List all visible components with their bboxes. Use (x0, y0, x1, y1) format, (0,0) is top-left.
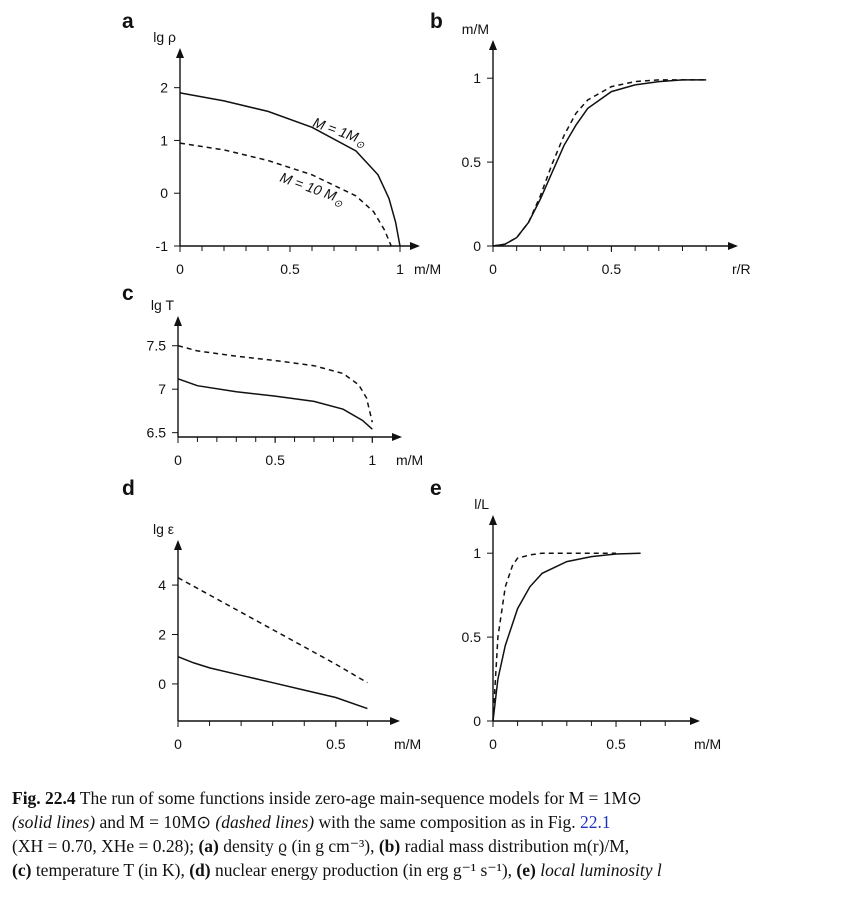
x-axis-label-d: m/M (394, 736, 422, 752)
panel-a (122, 10, 441, 277)
caption-composition: (XH = 0.70, XHe = 0.28); (12, 836, 195, 856)
x-axis-arrow-b (728, 242, 738, 250)
y-axis-label-b: m/M (461, 21, 489, 37)
caption-line-4 (12, 858, 850, 882)
annotation-sun-symbol: ⊙ (331, 197, 344, 211)
x-axis-arrow-e (690, 717, 700, 725)
y-tick-label-a: -1 (155, 238, 168, 254)
caption-luminosity: local luminosity l (540, 860, 662, 880)
series-b-solid (493, 80, 706, 246)
panel-e (430, 477, 721, 752)
x-tick-label-e: 0.5 (606, 736, 626, 752)
y-tick-label-d: 0 (158, 675, 166, 692)
x-axis-arrow-c (392, 433, 402, 441)
y-tick-label-c: 7.5 (146, 337, 166, 354)
panel-label-a: a (122, 10, 134, 33)
annotation-a-1: M = 10 $M_⊙$ (277, 168, 344, 211)
figure-caption (12, 786, 850, 882)
x-axis-label-a: m/M (414, 261, 442, 277)
y-axis-arrow-a (176, 48, 184, 58)
caption-density: density ϱ (in g cm⁻³), (223, 836, 375, 856)
y-axis-arrow-d (174, 540, 182, 550)
series-c-dashed (178, 346, 372, 423)
x-tick-label-b: 0 (489, 261, 497, 277)
x-tick-label-a: 0.5 (280, 261, 300, 277)
x-axis-label-c: m/M (396, 452, 424, 468)
series-a-solid (180, 93, 400, 246)
panel-label-b: b (430, 10, 443, 33)
panel-b (430, 10, 751, 277)
caption-ref-a: (a) (198, 836, 219, 856)
caption-ref-c: (c) (12, 860, 32, 880)
caption-dashed-lines: (dashed lines) (215, 812, 315, 832)
caption-text-2: and M = 10M⊙ (99, 812, 212, 832)
series-b-dashed (493, 80, 706, 246)
y-tick-label-b: 0 (473, 238, 481, 254)
caption-ref-b: (b) (378, 836, 401, 856)
y-tick-label-e: 1 (473, 545, 481, 562)
x-axis-label-e: m/M (694, 736, 722, 752)
panel-label-c: c (122, 282, 134, 305)
caption-mass-dist: radial mass distribution m(r)/M, (404, 836, 630, 856)
y-tick-label-e: 0.5 (461, 629, 481, 646)
y-tick-label-a: 1 (160, 132, 168, 149)
x-tick-label-c: 1 (368, 452, 377, 468)
y-axis-label-a: lg ρ (153, 29, 176, 45)
caption-line-1 (12, 786, 850, 810)
y-tick-label-e: 0 (473, 713, 481, 729)
series-c-solid (178, 379, 372, 429)
x-tick-label-b: 0.5 (601, 261, 622, 277)
caption-ref-d: (d) (189, 860, 211, 880)
caption-solid-lines: (solid lines) (12, 812, 96, 832)
caption-ref-e: (e) (516, 860, 536, 880)
y-tick-label-b: 0.5 (461, 154, 481, 171)
y-axis-arrow-c (174, 316, 182, 326)
caption-temperature: temperature T (in K), (35, 860, 185, 880)
y-tick-label-c: 7 (158, 381, 166, 398)
series-e-dashed (493, 553, 616, 721)
panel-d (122, 477, 421, 752)
series-d-solid (178, 657, 367, 709)
caption-energy: nuclear energy production (in erg g⁻¹ s⁻¹), (214, 860, 513, 880)
caption-text-3: with the same composition as in Fig. (318, 812, 576, 832)
x-axis-arrow-d (390, 717, 400, 725)
x-tick-label-c: 0 (174, 452, 182, 468)
x-tick-label-a: 0 (176, 261, 184, 277)
caption-figure-link[interactable]: 22.1 (579, 812, 611, 832)
caption-line-2 (12, 810, 850, 834)
y-tick-label-a: 0 (160, 185, 168, 202)
series-a-dashed (180, 143, 391, 246)
x-axis-label-b: r/R (732, 261, 751, 277)
y-tick-label-d: 4 (158, 577, 166, 594)
annotation-sun-symbol: ⊙ (353, 138, 366, 152)
y-tick-label-d: 2 (158, 626, 166, 643)
x-tick-label-d: 0 (174, 736, 182, 752)
annotation-a-0: $M = 1M_⊙$ (310, 113, 366, 152)
x-axis-arrow-a (410, 242, 420, 250)
x-tick-label-c: 0.5 (265, 452, 285, 468)
y-tick-label-c: 6.5 (146, 424, 166, 441)
panel-c (122, 282, 423, 468)
x-tick-label-a: 1 (396, 261, 404, 277)
caption-line-3 (12, 834, 850, 858)
y-axis-label-c: lg T (150, 297, 174, 313)
y-axis-label-d: lg ε (152, 521, 174, 537)
series-e-solid (493, 553, 641, 721)
x-tick-label-d: 0.5 (326, 736, 346, 752)
x-tick-label-e: 0 (489, 736, 497, 752)
y-tick-label-b: 1 (473, 70, 481, 87)
caption-fig-label: Fig. 22.4 (12, 788, 76, 808)
y-axis-label-e: l/L (474, 496, 489, 512)
y-tick-label-a: 2 (160, 79, 168, 96)
panel-label-e: e (430, 477, 442, 500)
panel-label-d: d (122, 477, 135, 500)
y-axis-arrow-b (489, 40, 497, 50)
y-axis-arrow-e (489, 515, 497, 525)
caption-text-1: The run of some functions inside zero-age main-sequence models for M = 1M⊙ (79, 788, 642, 808)
